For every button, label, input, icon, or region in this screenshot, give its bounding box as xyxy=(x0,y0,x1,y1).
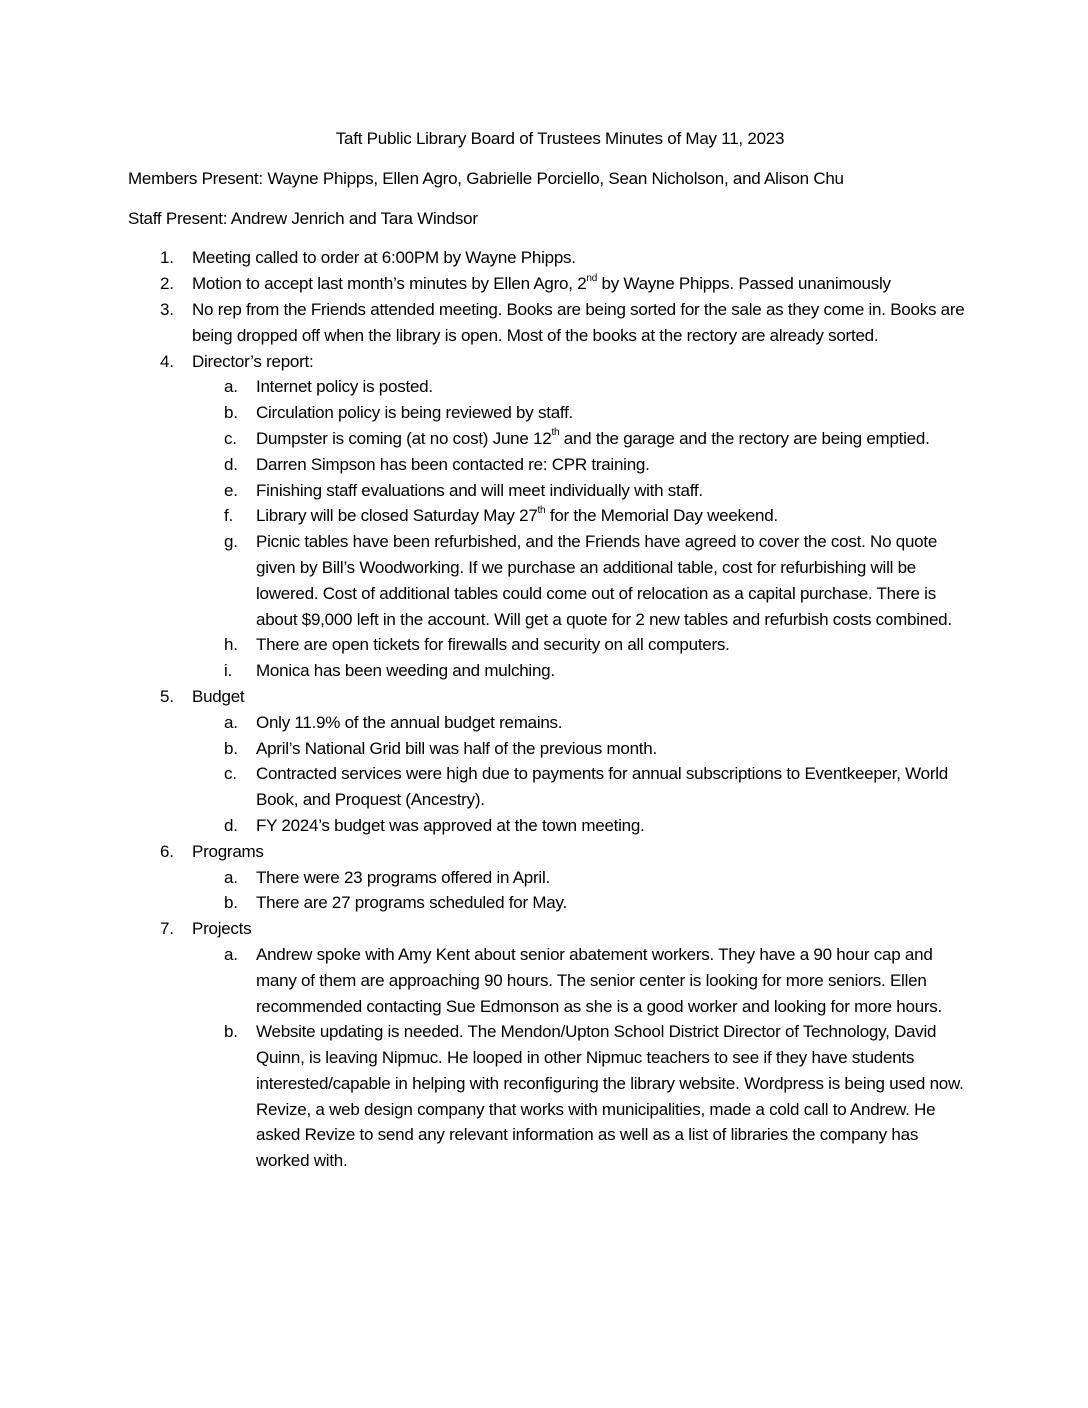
sub-item-text: Contracted services were high due to payments for annual subscriptions to Eventkeeper, World Book, and Proquest (Ancestry). xyxy=(256,764,949,810)
item-number: 5. xyxy=(160,686,174,706)
sub-item xyxy=(192,710,968,736)
members-present: Members Present: Wayne Phipps, Ellen Agro, Gabrielle Porciello, Sean Nicholson, and Alison Chu xyxy=(128,168,844,188)
sub-item-text: There are 27 programs scheduled for May. xyxy=(256,893,567,913)
item-text: Meeting called to order at 6:00PM by Wayne Phipps. xyxy=(192,248,576,268)
item-heading: Director’s report: xyxy=(192,351,314,371)
staff-present: Staff Present: Andrew Jenrich and Tara Windsor xyxy=(128,208,478,228)
agenda-item-1 xyxy=(128,245,968,271)
sub-item-text-part: Dumpster is coming (at no cost) June 12 xyxy=(256,428,552,448)
ordinal-suffix: th xyxy=(551,427,560,439)
sub-item xyxy=(192,503,968,529)
sub-item-letter: b. xyxy=(224,893,238,913)
sub-item-letter: a. xyxy=(224,867,238,887)
item-number: 3. xyxy=(160,299,174,319)
sub-item xyxy=(192,452,968,478)
item-number: 4. xyxy=(160,351,174,371)
sub-item-text: Website updating is needed. The Mendon/Upton School District Director of Technology, David Quinn, is leaving Nipmuc. He looped in other Nipmuc teachers to see if they have students interested/capable in helping with reconfiguring the library website. Wordpress is being used now. Revize, a web design company that works with municipalities, made a cold call to Andrew. He asked Revize to send any relevant information as well as a list of libraries the company has worked with. xyxy=(256,1022,964,1171)
sub-item-text: Circulation policy is being reviewed by staff. xyxy=(256,403,574,423)
ordinal-suffix: nd xyxy=(586,272,598,284)
sub-item-letter: b. xyxy=(224,1022,238,1042)
sub-item-text xyxy=(256,506,778,525)
sub-item xyxy=(192,890,968,916)
item-text xyxy=(192,274,891,293)
item-heading: Projects xyxy=(192,919,252,939)
sub-item-text: Andrew spoke with Amy Kent about senior abatement workers. They have a 90 hour cap and many of them are approaching 90 hours. The senior center is looking for more seniors. Ellen recommended contacting Sue Edmonson as she is a good worker and looking for more hours. xyxy=(256,944,943,1016)
sub-item-letter: d. xyxy=(224,815,238,835)
sub-item-text: Internet policy is posted. xyxy=(256,377,433,397)
sub-item xyxy=(192,374,968,400)
agenda-item-5 xyxy=(128,684,968,839)
sub-item-text: There are open tickets for firewalls and security on all computers. xyxy=(256,635,730,655)
sub-item-text-part: for the Memorial Day weekend. xyxy=(545,506,778,526)
item-number: 7. xyxy=(160,919,174,939)
agenda-item-4 xyxy=(128,349,968,684)
sub-item-text xyxy=(256,429,930,448)
sub-item xyxy=(192,736,968,762)
item-text-part: Motion to accept last month’s minutes by Ellen Agro, 2 xyxy=(192,274,587,294)
sub-item xyxy=(192,400,968,426)
agenda-item-2 xyxy=(128,271,968,297)
sub-item-text: FY 2024’s budget was approved at the town meeting. xyxy=(256,815,645,835)
sub-item-letter: d. xyxy=(224,454,238,474)
document-title: Taft Public Library Board of Trustees Minutes of May 11, 2023 xyxy=(335,129,785,148)
item-heading: Programs xyxy=(192,841,264,861)
sub-item-text: Finishing staff evaluations and will meet individually with staff. xyxy=(256,480,703,500)
item-text: No rep from the Friends attended meeting. Books are being sorted for the sale as they come in. Books are being dropped off when the library is open. Most of the books at the rectory are already sorted. xyxy=(192,299,965,345)
item-number: 1. xyxy=(160,248,174,268)
sub-item-letter: c. xyxy=(224,428,237,448)
sub-item xyxy=(192,813,968,839)
sub-item xyxy=(192,761,968,813)
item-text-part: by Wayne Phipps. Passed unanimously xyxy=(597,274,891,294)
sub-item-letter: b. xyxy=(224,403,238,423)
minutes-body xyxy=(128,126,968,1174)
sub-item xyxy=(192,1019,968,1174)
agenda-item-6 xyxy=(128,839,968,916)
sub-item-text: Darren Simpson has been contacted re: CPR training. xyxy=(256,454,650,474)
sub-item-text: April’s National Grid bill was half of the previous month. xyxy=(256,738,657,758)
sub-item-letter: i. xyxy=(224,661,232,681)
sub-item-letter: a. xyxy=(224,944,238,964)
sub-item-letter: a. xyxy=(224,712,238,732)
item-number: 2. xyxy=(160,274,174,294)
sub-item xyxy=(192,426,968,452)
sub-item-text: Picnic tables have been refurbished, and the Friends have agreed to cover the cost. No quote given by Bill’s Woodworking. If we purchase an additional table, cost for refurbishing will be lowered. Cost of additional tables could come out of relocation as a capital purchase. There is about $9,000 left in the account. Will get a quote for 2 new tables and refurbish costs combined. xyxy=(256,532,952,629)
directors-report-list xyxy=(192,374,968,684)
agenda-list xyxy=(128,245,968,1174)
sub-item-text-part: and the garage and the rectory are being emptied. xyxy=(559,428,930,448)
sub-item-letter: e. xyxy=(224,480,238,500)
sub-item xyxy=(192,942,968,1019)
sub-item xyxy=(192,529,968,632)
agenda-item-3 xyxy=(128,297,968,349)
sub-item-letter: c. xyxy=(224,764,237,784)
sub-item xyxy=(192,632,968,658)
sub-item-letter: g. xyxy=(224,532,238,552)
item-heading: Budget xyxy=(192,686,245,706)
sub-item-text-part: Library will be closed Saturday May 27 xyxy=(256,506,538,526)
sub-item-letter: h. xyxy=(224,635,238,655)
sub-item xyxy=(192,865,968,891)
item-number: 6. xyxy=(160,841,174,861)
sub-item xyxy=(192,658,968,684)
sub-item-text: Only 11.9% of the annual budget remains. xyxy=(256,712,563,732)
sub-item-text: There were 23 programs offered in April. xyxy=(256,867,550,887)
programs-list xyxy=(192,865,968,917)
sub-item-text: Monica has been weeding and mulching. xyxy=(256,661,555,681)
projects-list xyxy=(192,942,968,1174)
sub-item xyxy=(192,478,968,504)
sub-item-letter: b. xyxy=(224,738,238,758)
budget-list xyxy=(192,710,968,839)
agenda-item-7 xyxy=(128,916,968,1174)
sub-item-letter: a. xyxy=(224,377,238,397)
sub-item-letter: f. xyxy=(224,506,233,526)
ordinal-suffix: th xyxy=(537,504,546,516)
